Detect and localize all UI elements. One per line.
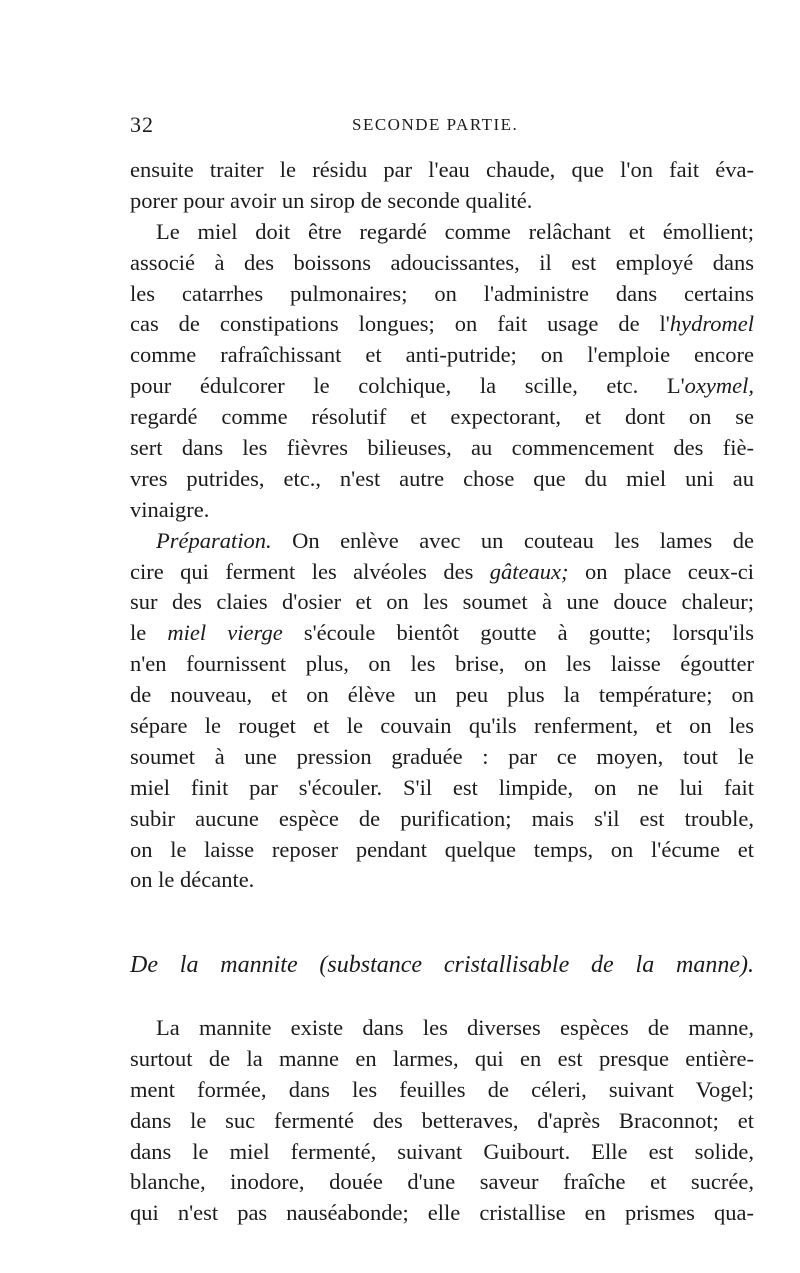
section-heading: De la mannite (substance cristallisable de la manne). bbox=[130, 952, 754, 978]
text-run: pour édulcorer le colchique, la scille, etc. L' bbox=[130, 373, 685, 399]
paragraph-4 bbox=[130, 1013, 754, 1229]
text-line: on le laisse reposer pendant quelque temps, on l'écume et bbox=[130, 836, 754, 862]
paragraph-3 bbox=[130, 526, 754, 897]
text-line: blanche, inodore, douée d'une saveur fraîche et sucrée, bbox=[130, 1169, 754, 1195]
italic-term: oxymel, bbox=[684, 373, 754, 399]
text-line: La mannite existe dans les diverses espèces de manne, bbox=[156, 1015, 754, 1040]
text-line bbox=[130, 618, 754, 649]
text-line: vinaigre. bbox=[130, 496, 210, 522]
text-line bbox=[130, 557, 754, 588]
text-line: dans le suc fermenté des betteraves, d'après Braconnot; et bbox=[130, 1107, 754, 1133]
italic-term: miel vierge bbox=[167, 620, 283, 646]
page-header bbox=[130, 112, 754, 152]
paragraph-2 bbox=[130, 217, 754, 526]
text-run: on place ceux-ci bbox=[568, 558, 754, 584]
body-text bbox=[130, 155, 754, 896]
text-line: miel finit par s'écouler. S'il est limpide, on ne lui fait bbox=[130, 774, 754, 800]
text-line: associé à des boissons adoucissantes, il est employé dans bbox=[130, 249, 754, 275]
text-line: sépare le rouget et le couvain qu'ils renferment, et on les bbox=[130, 713, 754, 739]
text-line: vres putrides, etc., n'est autre chose que du miel uni au bbox=[130, 465, 754, 491]
text-run: s'écoule bientôt goutte à goutte; lorsqu'ils bbox=[282, 620, 754, 646]
text-line: regardé comme résolutif et expectorant, et dont on se bbox=[130, 404, 754, 430]
text-run: cire qui ferment les alvéoles des bbox=[130, 558, 490, 584]
text-line: dans le miel fermenté, suivant Guibourt. Elle est solide, bbox=[130, 1138, 754, 1164]
text-line: ment formée, dans les feuilles de céleri, suivant Vogel; bbox=[130, 1076, 754, 1102]
running-title: SECONDE PARTIE. bbox=[352, 115, 519, 134]
text-line: porer pour avoir un sirop de seconde qualité. bbox=[130, 187, 533, 213]
italic-term: gâteaux; bbox=[489, 558, 569, 584]
text-line: soumet à une pression graduée : par ce moyen, tout le bbox=[130, 743, 754, 769]
text-line: sur des claies d'osier et on les soumet à une douce chaleur; bbox=[130, 589, 754, 615]
text-line: de nouveau, et on élève un peu plus la température; on bbox=[130, 682, 754, 708]
text-run: cas de constipations longues; on fait usage de l' bbox=[130, 311, 670, 337]
text-line: Le miel doit être regardé comme relâchant et émollient; bbox=[156, 218, 754, 244]
text-line bbox=[130, 309, 754, 340]
text-line: subir aucune espèce de purification; mais s'il est trouble, bbox=[130, 805, 754, 831]
text-line: n'en fournissent plus, on les brise, on les laisse égoutter bbox=[130, 651, 754, 677]
text-line bbox=[130, 371, 754, 402]
text-line: surtout de la manne en larmes, qui en est presque entière- bbox=[130, 1045, 754, 1071]
text-line: qui n'est pas nauséabonde; elle cristallise en prismes qua- bbox=[130, 1200, 754, 1226]
text-line: ensuite traiter le résidu par l'eau chaude, que l'on fait éva- bbox=[130, 157, 754, 182]
page-number: 32 bbox=[130, 112, 154, 137]
text-line: sert dans les fièvres bilieuses, au commencement des fiè- bbox=[130, 435, 754, 461]
text-line: comme rafraîchissant et anti-putride; on l'emploie encore bbox=[130, 342, 754, 368]
text-run: On enlève avec un couteau les lames de bbox=[271, 527, 754, 553]
text-run: le bbox=[130, 620, 168, 646]
paragraph-1 bbox=[130, 155, 754, 217]
text-line: on le décante. bbox=[130, 867, 255, 893]
text-line bbox=[130, 526, 754, 557]
italic-term: hydromel bbox=[669, 311, 754, 337]
body-text-continued bbox=[130, 1013, 754, 1229]
text-line: les catarrhes pulmonaires; on l'administre dans certains bbox=[130, 280, 754, 306]
italic-term: Préparation. bbox=[156, 527, 272, 553]
